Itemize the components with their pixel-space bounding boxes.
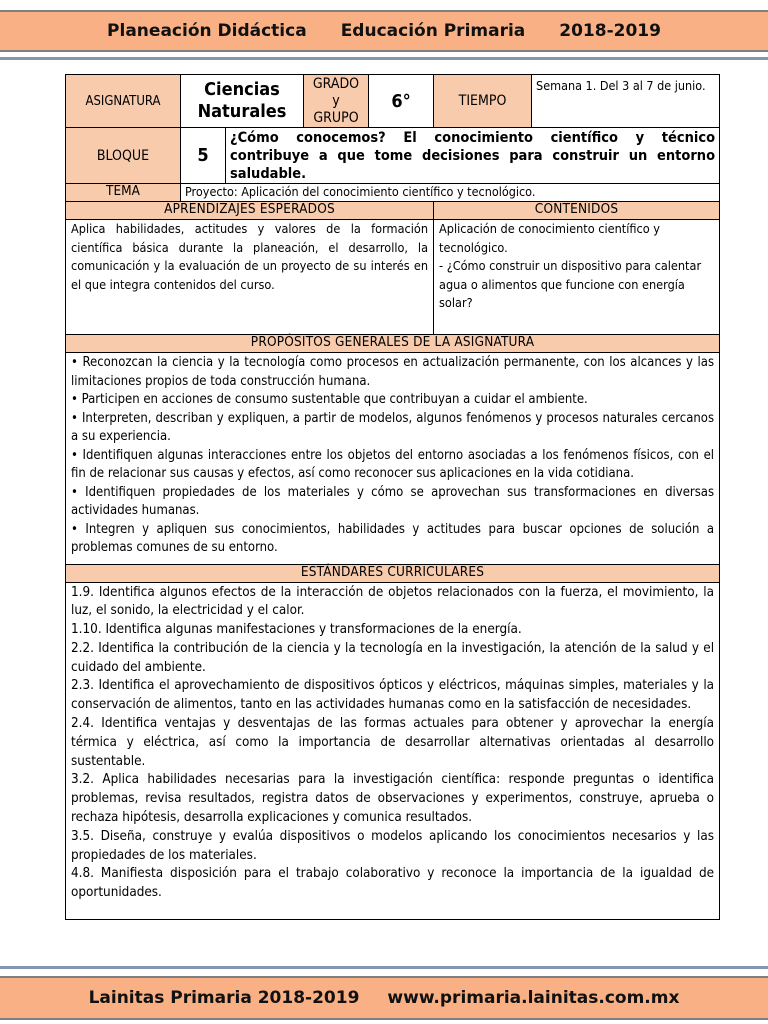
- contenidos-line-2: - ¿Cómo construir un dispositivo para calentar agua o alimentos que funcione con energía solar?: [439, 258, 702, 310]
- propositos-label: PROPÓSITOS GENERALES DE LA ASIGNATURA: [66, 335, 720, 353]
- tema-row: [66, 184, 720, 202]
- contenidos-text: [434, 220, 720, 335]
- estandar-item: 3.2. Aplica habilidades necesarias para la investigación científica: responde preguntas o identifica problemas, revisa resultados, registra datos de observaciones y experimentos, construye, aprueba o rechaza hipótesis, desarrolla explicaciones y comunica resultados.: [71, 772, 715, 826]
- estandar-item: 4.8. Manifiesta disposición para el trabajo colaborativo y reconoce la importancia de la igualdad de oportunidades.: [71, 866, 715, 901]
- bloque-question: ¿Cómo conocemos? El conocimiento científico y técnico contribuye a que tome decisiones para construir un entorno saludable.: [226, 128, 720, 184]
- estandares-label: ESTÁNDARES CURRICULARES: [66, 564, 720, 582]
- footer-divider: [0, 966, 768, 969]
- proposito-item: • Identifiquen propiedades de los materiales y cómo se aprovechan sus transformaciones en diversas actividades humanas.: [71, 484, 715, 518]
- estandar-item: 1.10. Identifica algunas manifestaciones y transformaciones de la energía.: [71, 622, 522, 638]
- aprendizajes-label: APRENDIZAJES ESPERADOS: [66, 202, 434, 220]
- estandares-list: [66, 582, 720, 920]
- bloque-label: BLOQUE: [66, 128, 181, 184]
- tema-value: Proyecto: Aplicación del conocimiento científico y tecnológico.: [181, 184, 720, 202]
- contenidos-label: CONTENIDOS: [434, 202, 720, 220]
- info-row: [66, 75, 720, 128]
- proposito-item: • Interpreten, describan y expliquen, a partir de modelos, algunos fenómenos y procesos naturales cercanos a su experiencia.: [71, 410, 715, 444]
- aprendizajes-text: Aplica habilidades, actitudes y valores de la formación científica básica durante la planeación, el desarrollo, la comunicación y la evaluación de un proyecto de su interés en el que integra contenidos del curso.: [66, 220, 434, 335]
- proposito-item: • Identifiquen algunas interacciones entre los objetos del entorno asociadas a los fenómenos físicos, con el fin de relacionar sus causas y efectos, así como reconocer sus aplicaciones en la vida cotidiana.: [71, 447, 715, 481]
- propositos-row: [66, 353, 720, 565]
- tiempo-value: Semana 1. Del 3 al 7 de junio.: [532, 75, 720, 128]
- contenidos-line-1: Aplicación de conocimiento científico y tecnológico.: [439, 221, 660, 255]
- tiempo-label: TIEMPO: [434, 75, 532, 128]
- header-year: 2018-2019: [559, 21, 661, 41]
- footer-site-name: Lainitas Primaria 2018-2019: [88, 988, 360, 1008]
- bloque-value: 5: [181, 128, 226, 184]
- asignatura-value: Ciencias Naturales: [181, 75, 304, 128]
- page-footer-band: [0, 976, 768, 1020]
- estandar-item: 2.3. Identifica el aprovechamiento de dispositivos ópticos y eléctricos, máquinas simples, materiales y la conservación de alimentos, tanto en las actividades humanas como en la satisfacción de necesidades.: [71, 678, 715, 713]
- proposito-item: • Participen en acciones de consumo sustentable que contribuyan a cuidar el ambiente.: [71, 392, 588, 407]
- header-title: Planeación Didáctica: [107, 21, 307, 41]
- propositos-header-row: [66, 335, 720, 353]
- aprendizajes-contenidos-row: [66, 220, 720, 335]
- grado-value: 6°: [369, 75, 434, 128]
- propositos-list: [66, 353, 720, 565]
- grado-label: GRADO y GRUPO: [304, 75, 369, 128]
- bloque-row: [66, 128, 720, 184]
- tema-label: TEMA: [66, 184, 181, 202]
- estandares-header-row: [66, 564, 720, 582]
- proposito-item: • Reconozcan la ciencia y la tecnología como procesos en actualización permanente, con los alcances y las limitaciones propios de toda construcción humana.: [71, 355, 715, 389]
- estandar-item: 3.5. Diseña, construye y evalúa dispositivos o modelos aplicando los conocimientos necesarios y las propiedades de los materiales.: [71, 828, 715, 863]
- header-level: Educación Primaria: [340, 21, 526, 41]
- header-divider: [0, 57, 768, 60]
- proposito-item: • Integren y apliquen sus conocimientos, habilidades y actitudes para buscar opciones de solución a problemas comunes de su entorno.: [71, 521, 715, 555]
- planning-table: [65, 74, 720, 920]
- asignatura-label: ASIGNATURA: [66, 75, 181, 128]
- estandares-row: [66, 582, 720, 920]
- aprendizajes-contenidos-header-row: [66, 202, 720, 220]
- estandar-item: 2.2. Identifica la contribución de la ciencia y la tecnología en la investigación, la atención de la salud y el cuidado del ambiente.: [71, 640, 715, 675]
- estandar-item: 2.4. Identifica ventajas y desventajas de las formas actuales para obtener y aprovechar la energía térmica y eléctrica, así como la importancia de desarrollar alternativas orientadas al desarrollo sustentable.: [71, 716, 715, 769]
- page-header-band: [0, 10, 768, 52]
- estandar-item: 1.9. Identifica algunos efectos de la interacción de objetos relacionados con la fuerza, el movimiento, la luz, el sonido, la electricidad y el calor.: [71, 584, 715, 619]
- footer-url-link[interactable]: www.primaria.lainitas.com.mx: [387, 988, 680, 1008]
